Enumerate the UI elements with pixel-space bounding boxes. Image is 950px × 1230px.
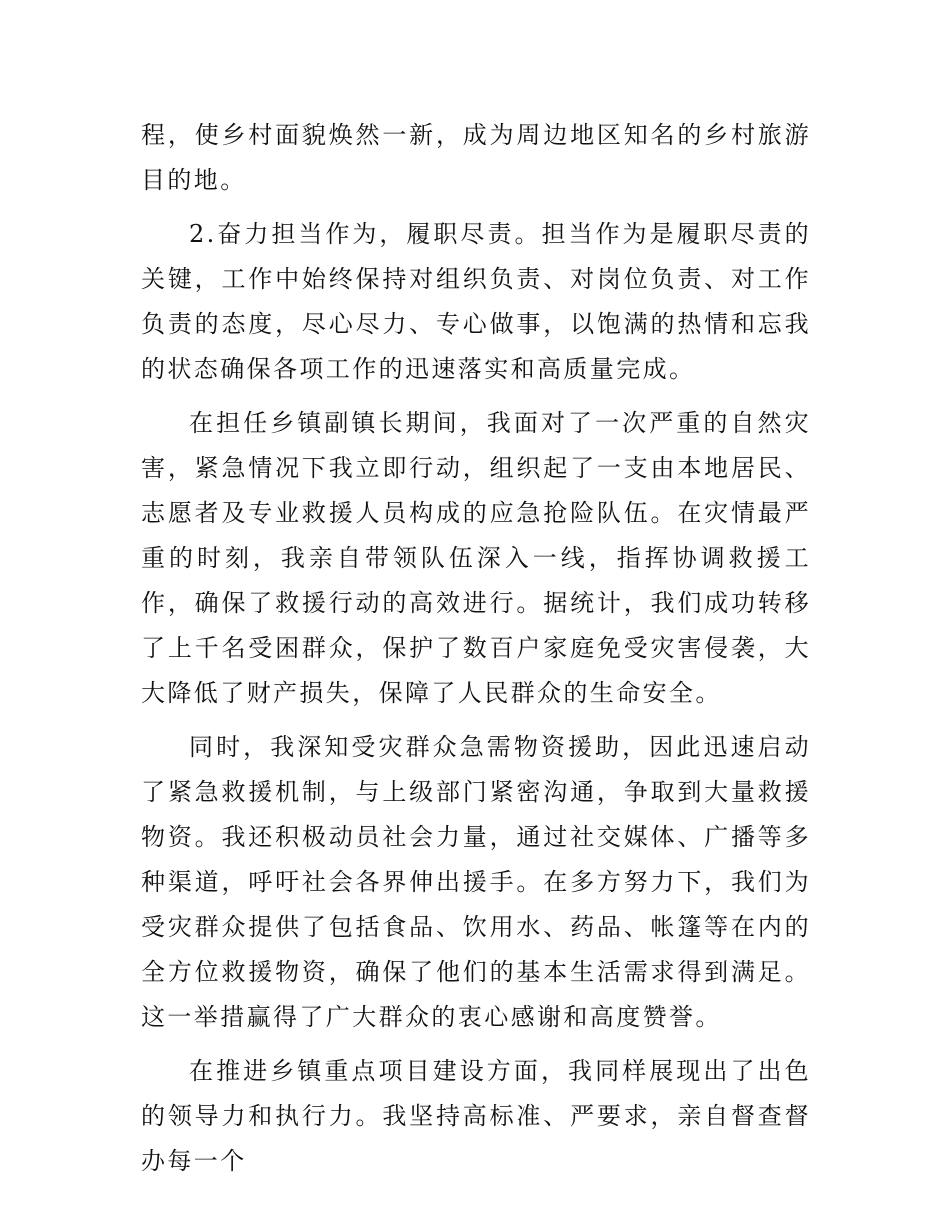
- document-body: [141, 113, 811, 1193]
- paragraph-continuation: 程，使乡村面貌焕然一新，成为周边地区知名的乡村旅游目的地。: [141, 121, 811, 194]
- paragraph-key-projects: 在推进乡镇重点项目建设方面，我同样展现出了出色的领导力和执行力。我坚持高标准、严要求，亲自督查督办每一个: [141, 1057, 811, 1175]
- paragraph-section-2-heading: 2.奋力担当作为，履职尽责。担当作为是履职尽责的关键，工作中始终保持对组织负责、对岗位负责、对工作负责的态度，尽心尽力、专心做事，以饱满的热情和忘我的状态确保各项工作的迅速落实和高质量完成。: [141, 220, 811, 383]
- paragraph-relief-supplies: 同时，我深知受灾群众急需物资援助，因此迅速启动了紧急救援机制，与上级部门紧密沟通，争取到大量救援物资。我还积极动员社会力量，通过社交媒体、广播等多种渠道，呼吁社会各界伸出援手。在多方努力下，我们为受灾群众提供了包括食品、饮用水、药品、帐篷等在内的全方位救援物资，确保了他们的基本生活需求得到满足。这一举措赢得了广大群众的衷心感谢和高度赞誉。: [141, 733, 811, 1031]
- paragraph-disaster-response: 在担任乡镇副镇长期间，我面对了一次严重的自然灾害，紧急情况下我立即行动，组织起了一支由本地居民、志愿者及专业救援人员构成的应急抢险队伍。在灾情最严重的时刻，我亲自带领队伍深入一线，指挥协调救援工作，确保了救援行动的高效进行。据统计，我们成功转移了上千名受困群众，保护了数百户家庭免受灾害侵袭，大大降低了财产损失，保障了人民群众的生命安全。: [141, 409, 811, 707]
